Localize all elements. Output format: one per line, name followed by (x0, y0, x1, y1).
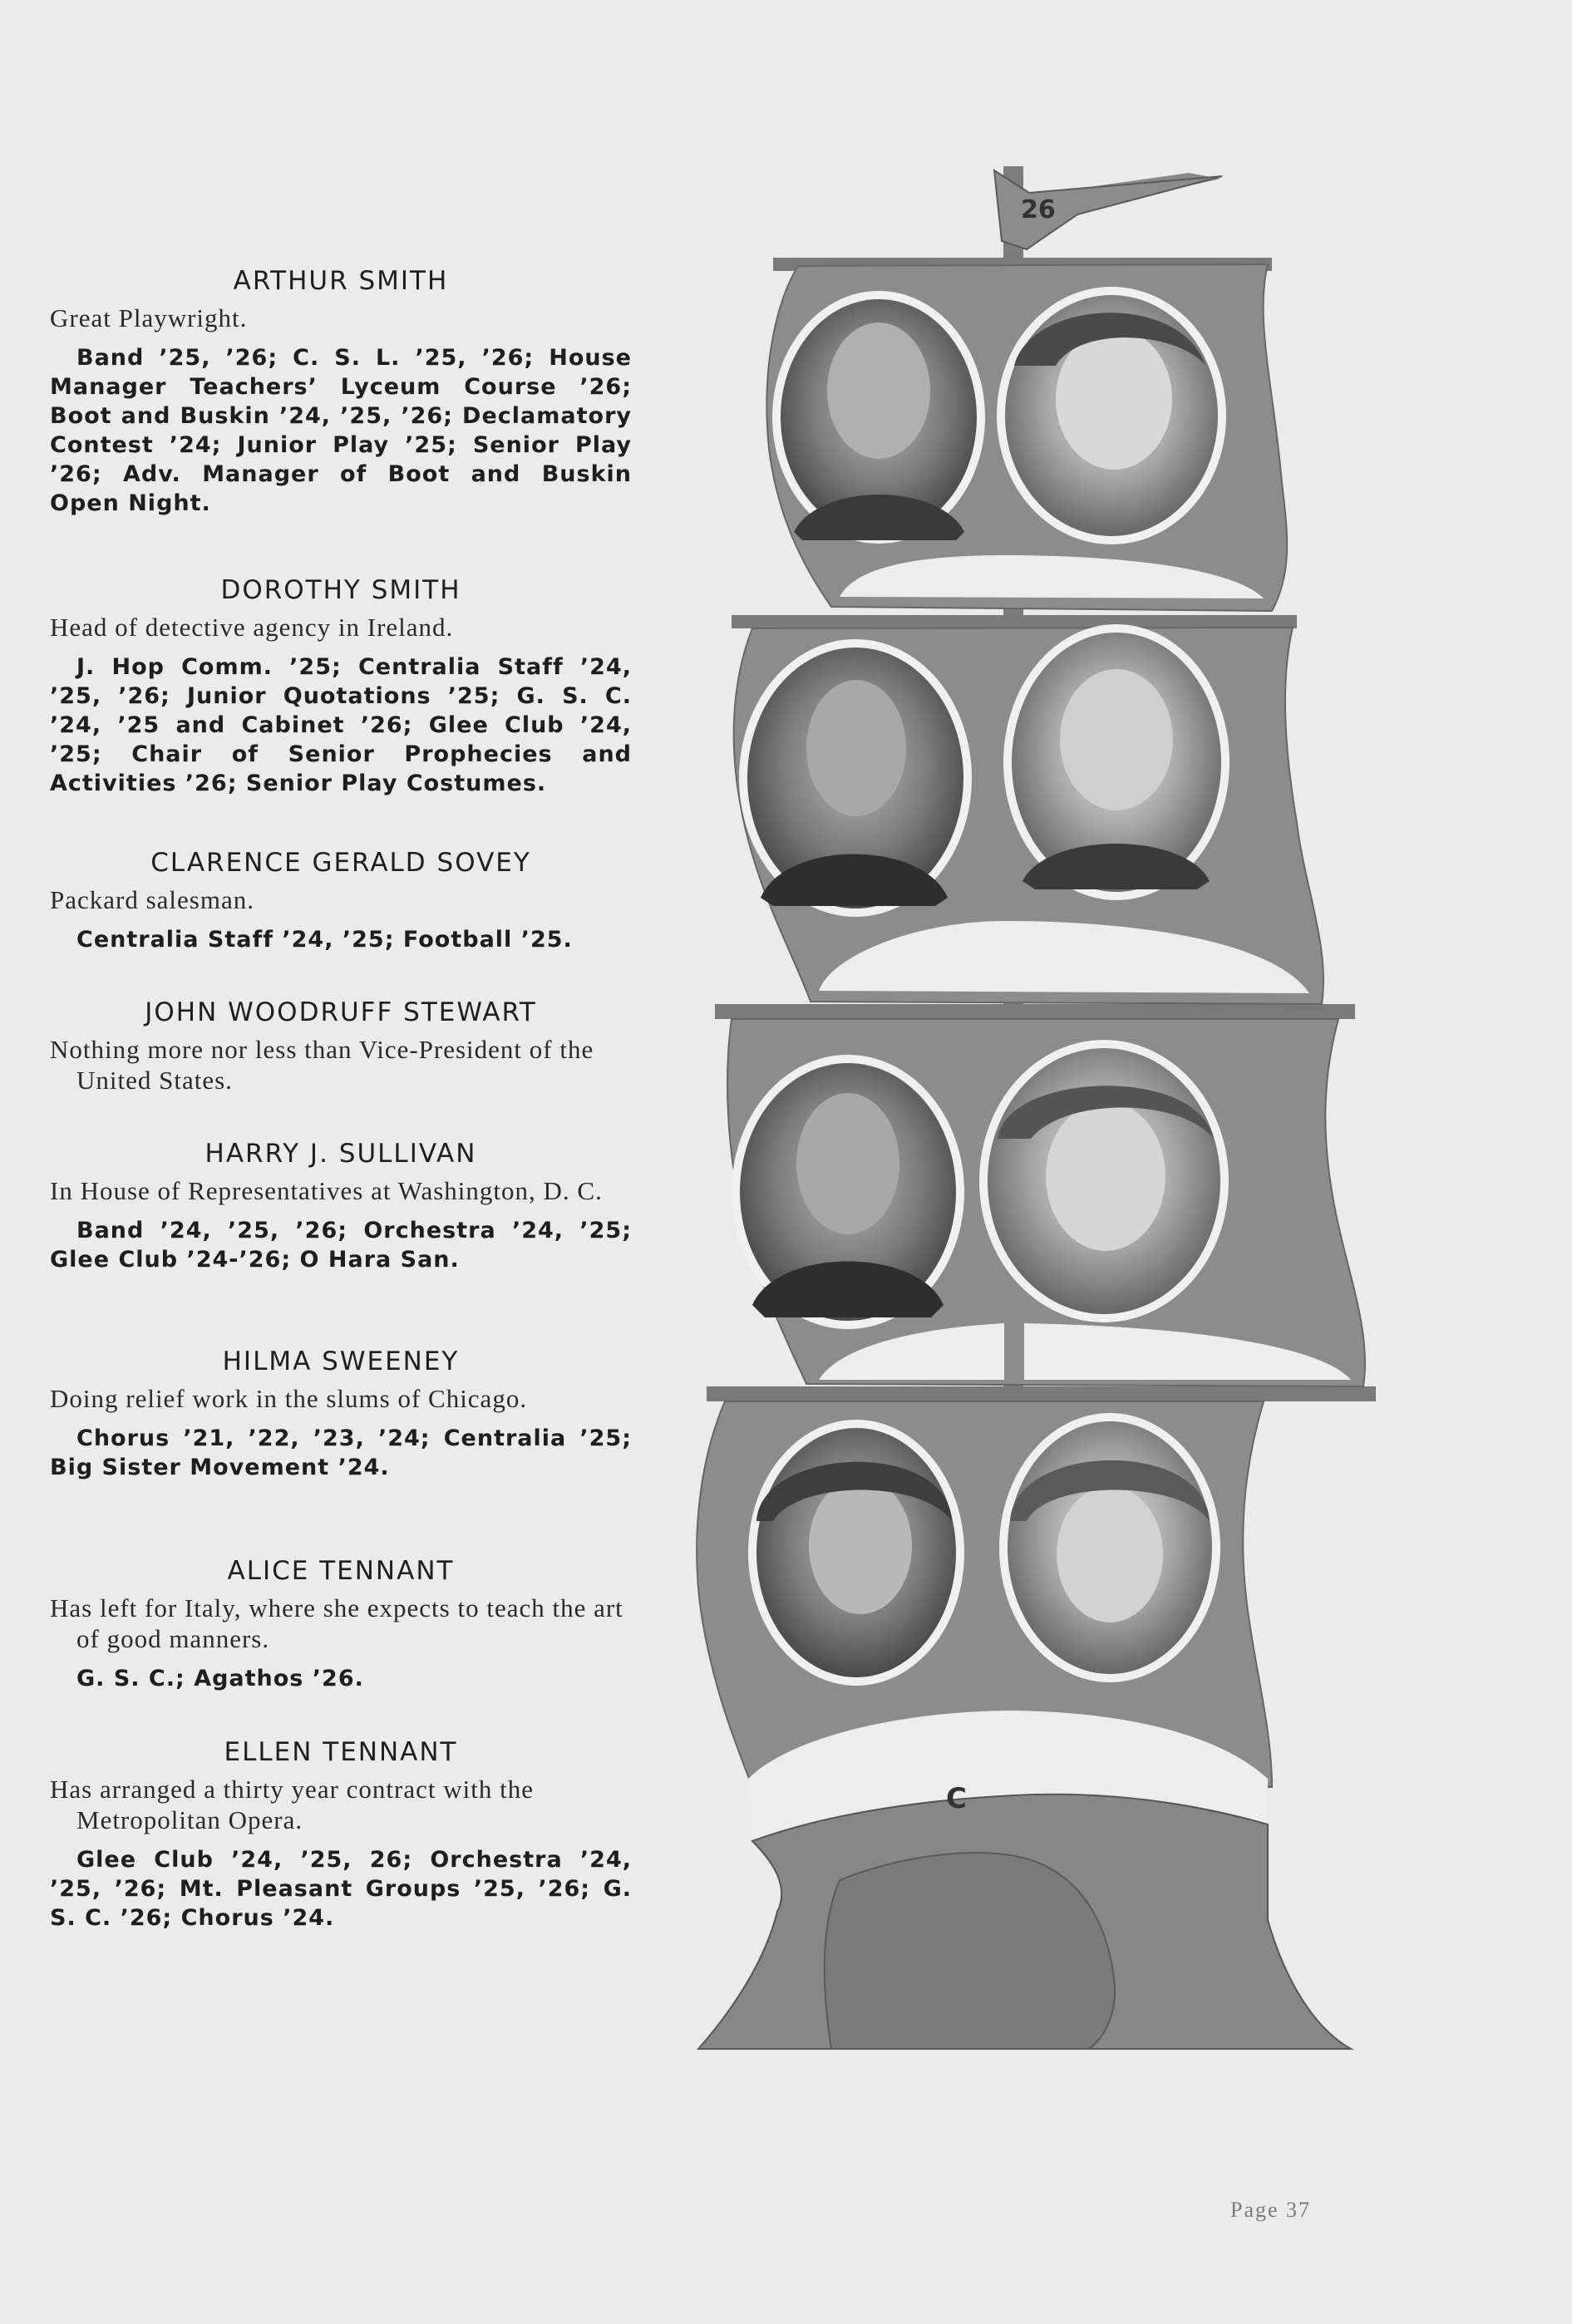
yard-2 (732, 615, 1297, 628)
flag-number: 26 (1021, 195, 1056, 224)
entry-name: ARTHUR SMITH (233, 266, 449, 296)
entry-prophecy: Has left for Italy, where she expects to teach the art of good manners. (50, 1593, 623, 1653)
portrait-hilma-sweeney (979, 1040, 1229, 1322)
portrait-harry-j-sullivan (732, 1055, 964, 1329)
entry-activities: J. Hop Comm. ’25; Centralia Staff ’24, ’25, ’26; Junior Quotations ’25; G. S. C. ’24, ’25 and Cabinet ’26; Glee Club ’24, ’25; Chair of Senior Prophecies and Activities ’26; Senior Play Costumes. (50, 654, 632, 796)
portrait-clarence-gerald-sovey (739, 639, 972, 917)
portrait-dorothy-smith (997, 287, 1226, 544)
entry-prophecy: Doing relief work in the slums of Chicago. (50, 1384, 528, 1413)
entry-activities: Band ’24, ’25, ’26; Orchestra ’24, ’25; Glee Club ’24-’26; O Hara San. (50, 1218, 632, 1273)
entry-name: HILMA SWEENEY (222, 1347, 460, 1376)
page-number: Page 37 (1230, 2198, 1312, 2222)
pennant-flag (994, 170, 1222, 249)
entry-activities: Chorus ’21, ’22, ’23, ’24; Centralia ’25; Big Sister Movement ’24. (50, 1425, 632, 1480)
entry-activities: G. S. C.; Agathos ’26. (76, 1666, 364, 1691)
portrait-arthur-smith (772, 291, 985, 544)
entry-name: ELLEN TENNANT (224, 1737, 458, 1767)
entry-prophecy: Great Playwright. (50, 303, 248, 332)
hull-letter: C (946, 1782, 967, 1815)
entry-name: HARRY J. SULLIVAN (205, 1139, 477, 1169)
entry-activities: Centralia Staff ’24, ’25; Football ’25. (76, 927, 573, 953)
yard-4 (707, 1386, 1376, 1401)
entry-name: JOHN WOODRUFF STEWART (145, 997, 537, 1027)
portrait-ellen-tennant (999, 1413, 1220, 1682)
portrait-alice-tennant (748, 1420, 964, 1686)
entry-prophecy: Head of detective agency in Ireland. (50, 613, 454, 642)
entry-activities: Glee Club ’24, ’25, 26; Orchestra ’24, ’25, ’26; Mt. Pleasant Groups ’25, ’26; G. S. C. ’26; Chorus ’24. (50, 1847, 632, 1931)
entry-activities: Band ’25, ’26; C. S. L. ’25, ’26; House Manager Teachers’ Lyceum Course ’26; Boot and Buskin ’24, ’25, ’26; Declamatory Contest ’24; Junior Play ’25; Senior Play ’26; Adv. Manager of Boot and Buskin Open Night. (50, 345, 632, 516)
entry-name: ALICE TENNANT (227, 1556, 455, 1586)
entry-name: DOROTHY SMITH (220, 575, 461, 605)
portrait-john-woodruff-stewart (1003, 624, 1230, 900)
entry-prophecy: Packard salesman. (50, 885, 254, 914)
entry-name: CLARENCE GERALD SOVEY (150, 848, 531, 878)
entry-prophecy: Has arranged a thirty year contract with the Metropolitan Opera. (50, 1775, 534, 1834)
entry-prophecy: Nothing more nor less than Vice-President of the United States. (50, 1035, 594, 1095)
yard-3 (715, 1004, 1355, 1019)
entry-prophecy: In House of Representatives at Washington, D. C. (50, 1176, 603, 1205)
